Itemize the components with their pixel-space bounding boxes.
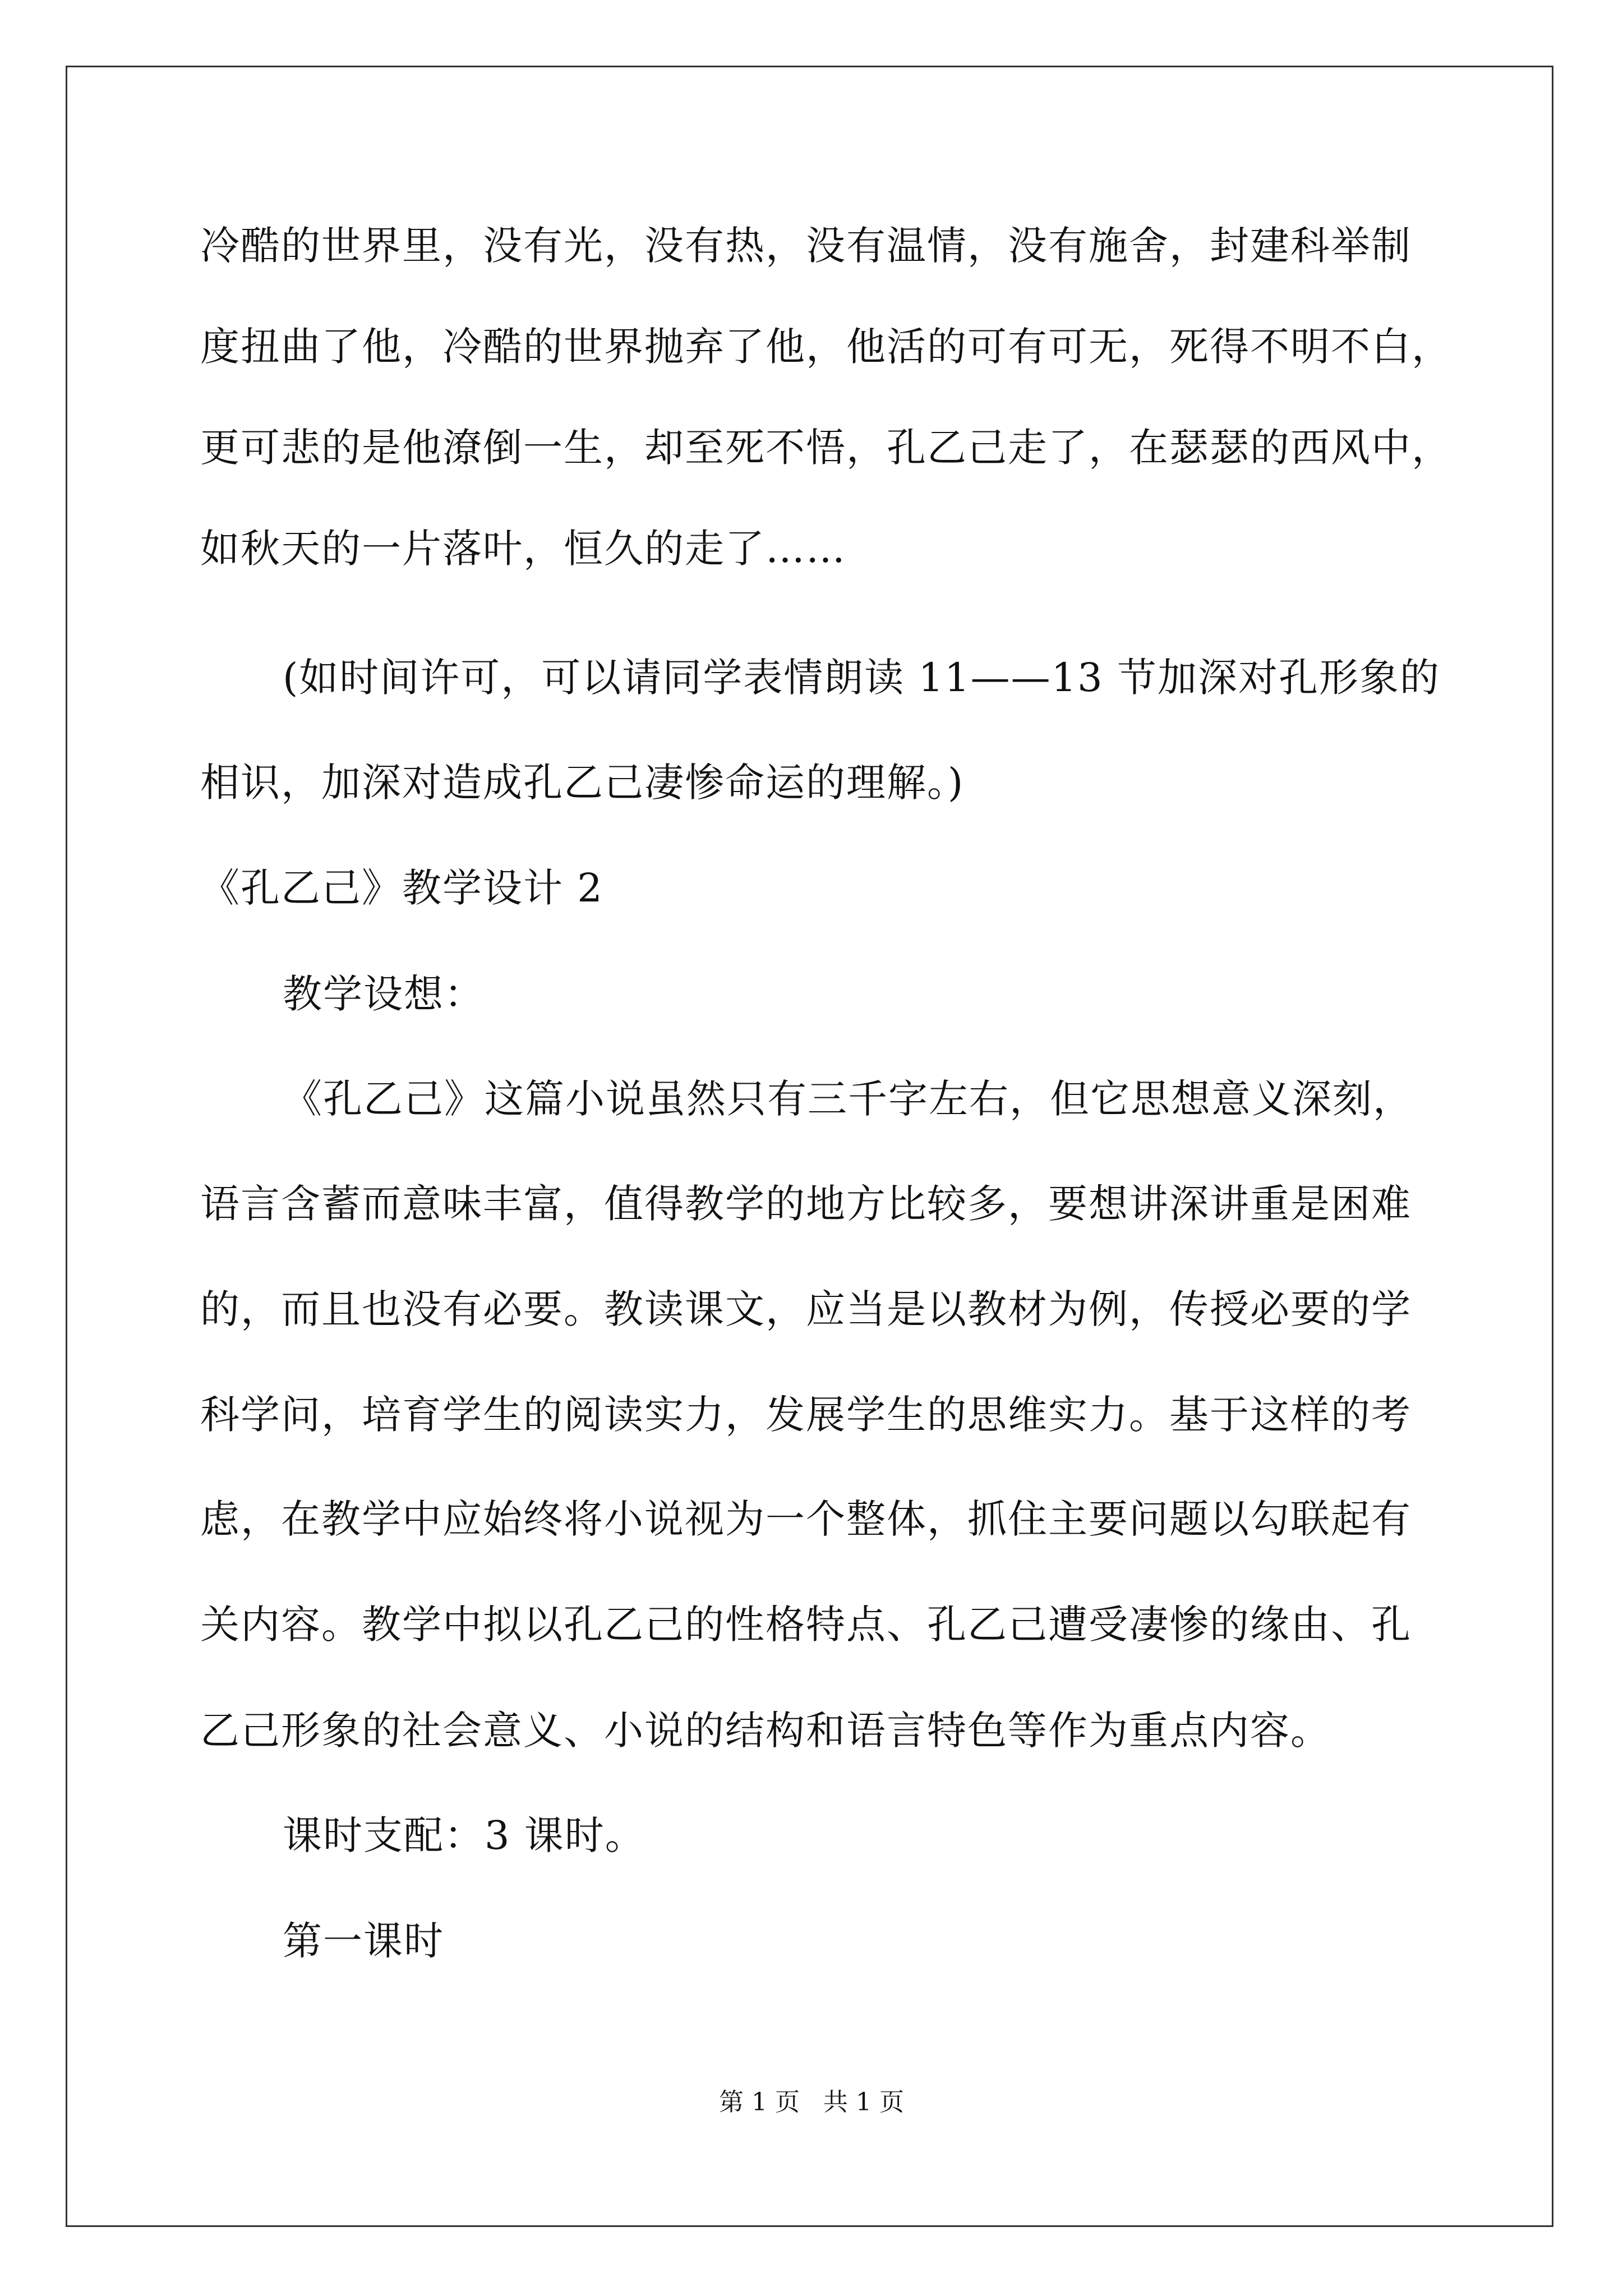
text-line: 虑，在教学中应始终将小说视为一个整体，抓住主要问题以勾联起有 (200, 1496, 1412, 1542)
text-line: 乙己形象的社会意义、小说的结构和语言特色等作为重点内容。 (200, 1708, 1331, 1754)
text-line: 更可悲的是他潦倒一生，却至死不悟，孔乙己走了，在瑟瑟的西风中， (200, 425, 1452, 471)
text-line: 第一课时 (283, 1918, 444, 1964)
text-line: 的，而且也没有必要。教读课文，应当是以教材为例，传授必要的学 (200, 1286, 1412, 1332)
text-line: 《孔乙己》这篇小说虽然只有三千字左右，但它思想意义深刻， (283, 1076, 1413, 1122)
text-line: 语言含蓄而意味丰富，值得教学的地方比较多，要想讲深讲重是困难 (200, 1181, 1412, 1227)
text-line: 相识，加深对造成孔乙己凄惨命运的理解。) (200, 760, 965, 806)
text-line: 教学设想： (283, 971, 485, 1017)
text-line: 课时支配：3 课时。 (283, 1812, 645, 1858)
page-footer: 第 1 页 共 1 页 (719, 2088, 904, 2116)
text-line: 科学问，培育学生的阅读实力，发展学生的思维实力。基于这样的考 (200, 1392, 1412, 1438)
section-title: 《孔乙己》教学设计 2 (200, 865, 603, 911)
page-border (66, 66, 1553, 2227)
text-line: 冷酷的世界里，没有光，没有热，没有温情，没有施舍，封建科举制 (200, 223, 1412, 269)
text-line: 如秋天的一片落叶，恒久的走了…… (200, 526, 846, 572)
text-line: 度扭曲了他，冷酷的世界抛弃了他，他活的可有可无，死得不明不白， (200, 324, 1452, 370)
text-line: (如时间许可，可以请同学表情朗读 11——13 节加深对孔形象的 (283, 655, 1440, 701)
text-line: 关内容。教学中拟以孔乙己的性格特点、孔乙己遭受凄惨的缘由、孔 (200, 1602, 1412, 1648)
